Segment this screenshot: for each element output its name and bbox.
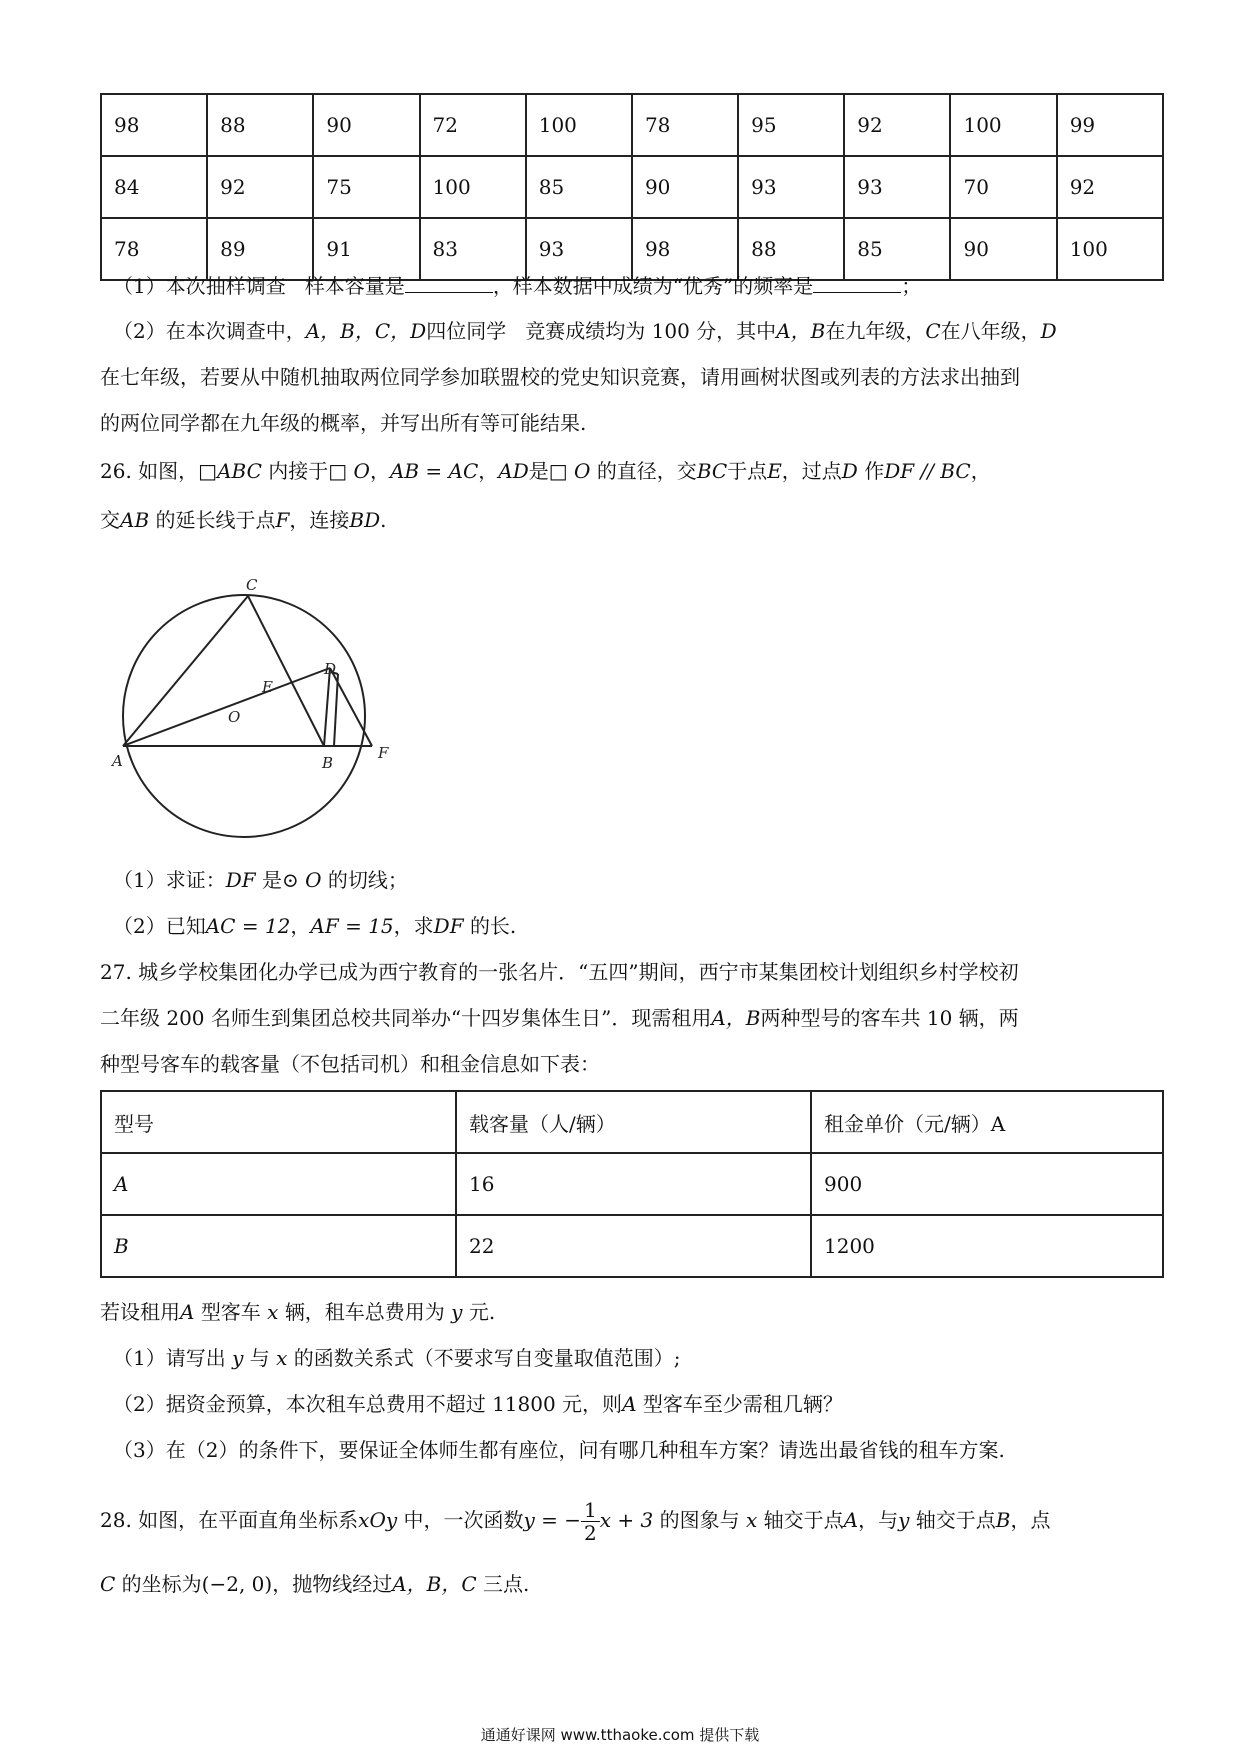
circle-o (123, 595, 365, 837)
footer-source: 通通好课网 www.tthaoke.com 提供下载 (480, 1726, 760, 1744)
q26-part2: （2）已知AC = 12，AF = 15，求DF 的长. (113, 914, 517, 938)
table-cell: 93 (526, 218, 632, 280)
q28-stem-line1: 28. 如图，在平面直角坐标系xOy 中，一次函数y = − $\frac{1}{2}$ x + 3 的图象与 x 轴交于点A，与y 轴交于点B，点 (100, 1498, 1051, 1545)
table-cell: 22 (456, 1215, 811, 1277)
table-cell: 85 (526, 156, 632, 218)
label-b: B (322, 754, 334, 772)
table-cell: 90 (632, 156, 738, 218)
table-cell: 90 (950, 218, 1056, 280)
q26-stem-line1: 26. 如图，□ABC 内接于□ O，AB = AC，AD是□ O 的直径，交BC于点E，过点D 作DF // BC， (100, 459, 991, 483)
table-cell: 100 (950, 94, 1056, 156)
scores-table (100, 93, 1164, 281)
table-cell: 100 (526, 94, 632, 156)
circle-geometry-figure (110, 576, 410, 836)
label-d: D (324, 660, 337, 678)
table-cell: 88 (207, 94, 313, 156)
label-f: F (378, 744, 389, 762)
segment-cb (248, 596, 324, 746)
bus-rental-table (100, 1090, 1164, 1278)
q27-stem-line2: 二年级 200 名师生到集团总校共同举办“十四岁集体生日”．现需租用A，B两种型号的客车共 10 辆，两 (100, 1006, 1019, 1030)
table-row (101, 218, 1163, 280)
table-header-cell: 载客量（人/辆） (456, 1091, 811, 1153)
table-row (101, 156, 1163, 218)
answer-blank[interactable] (405, 274, 493, 293)
table-header-row (101, 1091, 1163, 1153)
table-cell: B (101, 1215, 456, 1277)
q25-part2-line2: 在七年级，若要从中随机抽取两位同学参加联盟校的党史知识竞赛，请用画树状图或列表的方法求出抽到 (100, 365, 1020, 389)
table-row (101, 94, 1163, 156)
table-cell: 91 (313, 218, 419, 280)
table-cell: 98 (101, 94, 207, 156)
q27-part1: （1）请写出 y 与 x 的函数关系式（不要求写自变量取值范围）; (113, 1346, 681, 1370)
table-cell: 16 (456, 1153, 811, 1215)
table-cell: 92 (207, 156, 313, 218)
table-cell: 72 (420, 94, 526, 156)
table-cell: 93 (738, 156, 844, 218)
table-cell: 88 (738, 218, 844, 280)
q27-setup: 若设租用A 型客车 x 辆，租车总费用为 y 元. (100, 1300, 496, 1324)
table-cell: 89 (207, 218, 313, 280)
table-cell: 92 (1057, 156, 1163, 218)
q28-stem-line2: C 的坐标为(−2, 0)，抛物线经过A，B，C 三点. (100, 1572, 530, 1596)
table-cell: 78 (632, 94, 738, 156)
table-cell: A (101, 1153, 456, 1215)
table-cell: 78 (101, 218, 207, 280)
segment-db (324, 668, 330, 746)
q27-part2: （2）据资金预算，本次租车总费用不超过 11800 元，则A 型客车至少需租几辆？ (113, 1392, 843, 1416)
table-row (101, 1215, 1163, 1277)
table-cell: 99 (1057, 94, 1163, 156)
table-header-cell: 租金单价（元/辆）A (811, 1091, 1163, 1153)
table-cell: 900 (811, 1153, 1163, 1215)
table-cell: 100 (1057, 218, 1163, 280)
right-angle-mark (334, 674, 338, 746)
table-cell: 75 (313, 156, 419, 218)
segment-ad (123, 668, 330, 746)
table-cell: 83 (420, 218, 526, 280)
fraction-one-half: $\frac{1}{2}$ (581, 1499, 600, 1544)
table-cell: 70 (950, 156, 1056, 218)
table-cell: 93 (844, 156, 950, 218)
table-cell: 84 (101, 156, 207, 218)
q27-stem-line1: 27. 城乡学校集团化办学已成为西宁教育的一张名片．“五四”期间，西宁市某集团校计划组织乡村学校初 (100, 960, 1019, 984)
q25-part1: （1）本次抽样调查 样本容量是 ，样本数据中成绩为“优秀”的频率是 ； (113, 274, 922, 298)
label-e: E (262, 678, 273, 696)
table-cell: 1200 (811, 1215, 1163, 1277)
table-cell: 100 (420, 156, 526, 218)
label-c: C (246, 576, 258, 594)
table-cell: 90 (313, 94, 419, 156)
q27-part3: （3）在（2）的条件下，要保证全体师生都有座位，问有哪几种租车方案？请选出最省钱的租车方案. (113, 1438, 1005, 1462)
q27-stem-line3: 种型号客车的载客量（不包括司机）和租金信息如下表： (100, 1052, 600, 1076)
table-cell: 95 (738, 94, 844, 156)
q25-part2-line3: 的两位同学都在九年级的概率，并写出所有等可能结果. (100, 411, 587, 435)
label-a: A (112, 752, 123, 770)
table-row (101, 1153, 1163, 1215)
table-cell: 98 (632, 218, 738, 280)
q26-stem-line2: 交AB 的延长线于点F，连接BD. (100, 508, 387, 532)
q26-part1: （1）求证：DF 是⊙ O 的切线； (113, 868, 408, 892)
answer-blank[interactable] (813, 274, 901, 293)
q25-part2-line1: （2）在本次调查中，A，B，C，D四位同学 竞赛成绩均为 100 分，其中A，B在九年级，C在八年级，D (113, 319, 1057, 343)
table-cell: 85 (844, 218, 950, 280)
table-header-cell: 型号 (101, 1091, 456, 1153)
table-cell: 92 (844, 94, 950, 156)
label-o: O (228, 708, 241, 726)
